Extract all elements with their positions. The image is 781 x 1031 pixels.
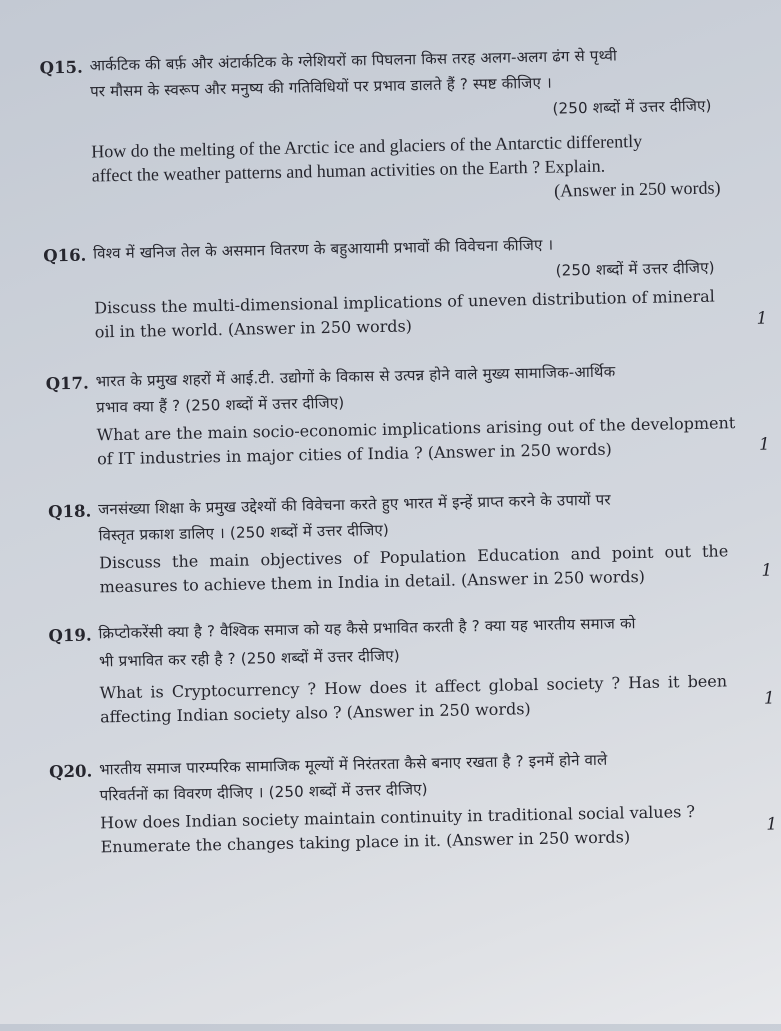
english-line: Discuss the main objectives of Population Education and point out the [98,541,729,573]
question-number: Q16. [43,245,87,266]
hindi-line: जनसंख्या शिक्षा के प्रमुख उद्देश्यों की विवेचना करते हुए भारत में इन्हें प्राप्त करने के उपायों पर [97,490,611,519]
word-limit-hindi: (250 शब्दों में उत्तर दीजिए) [552,96,712,118]
question-number: Q19. [48,625,92,646]
marks-label: 1 [763,688,775,709]
question-number: Q15. [39,57,83,78]
hindi-line: भारतीय समाज पारम्परिक सामाजिक मूल्यों में निरंतरता कैसे बनाए रखता है ? इनमें होने वाले [98,750,608,779]
hindi-line: प्रभाव क्या हैं ? (250 शब्दों में उत्तर दीजिए) [95,393,345,417]
hindi-line: भारत के प्रमुख शहरों में आई.टी. उद्योगों के विकास से उत्पन्न होने वाले मुख्य सामाजिक-आर्थिक [95,362,616,391]
hindi-line: परिवर्तनों का विवरण दीजिए । (250 शब्दों में उत्तर दीजिए) [99,780,428,805]
word-limit-hindi: (250 शब्दों में उत्तर दीजिए) [555,258,715,280]
question-number: Q18. [47,501,92,522]
english-line: measures to achieve them in India in detail. (Answer in 250 words) [99,566,646,597]
hindi-line: क्रिप्टोकरेंसी क्या है ? वैश्विक समाज को यह कैसे प्रभावित करती है ? क्या यह भारतीय समाज को [98,614,636,643]
english-line: Discuss the multi-dimensional implications of uneven distribution of mineral [94,286,715,318]
english-line: affect the weather patterns and human activities on the Earth ? Explain. [91,155,606,186]
hindi-line: आर्कटिक की बर्फ़ और अंटार्कटिक के ग्लेशियरों का पिघलना किस तरह अलग-अलग ढंग से पृथ्वी [89,46,618,75]
marks-label: 1 [758,434,771,455]
marks-label: 1 [766,814,778,835]
question-15 [0,0,758,201]
question-number: Q17. [45,373,89,394]
english-line: What are the main socio-economic implications arising out of the development [96,413,736,445]
hindi-line: विश्व में खनिज तेल के असमान वितरण के बहुआयामी प्रभावों की विवेचना कीजिए । [93,235,554,263]
english-line: affecting Indian society also ? (Answer in 250 words) [99,699,531,727]
word-limit-english: (Answer in 250 words) [553,177,721,201]
english-line: How do the melting of the Arctic ice and glaciers of the Antarctic differently [91,130,643,162]
question-number: Q20. [48,761,93,782]
english-line: Enumerate the changes taking place in it. (Answer in 250 words) [100,827,631,857]
marks-label: 1 [756,308,768,329]
hindi-line: भी प्रभावित कर रही है ? (250 शब्दों में उत्तर दीजिए) [98,646,401,671]
hindi-line: विस्तृत प्रकाश डालिए । (250 शब्दों में उत्तर दीजिए) [98,520,390,545]
hindi-line: पर मौसम के स्वरूप और मनुष्य की गतिविधियों पर प्रभाव डालते हैं ? स्पष्ट कीजिए । [89,73,553,101]
english-line: What is Cryptocurrency ? How does it affect global society ? Has it been [99,671,728,703]
marks-label: 1 [761,560,773,581]
english-line: How does Indian society maintain continuity in traditional social values ? [99,802,696,833]
english-line: oil in the world. (Answer in 250 words) [94,316,413,342]
english-line: of IT industries in major cities of India ? (Answer in 250 words) [96,439,612,469]
